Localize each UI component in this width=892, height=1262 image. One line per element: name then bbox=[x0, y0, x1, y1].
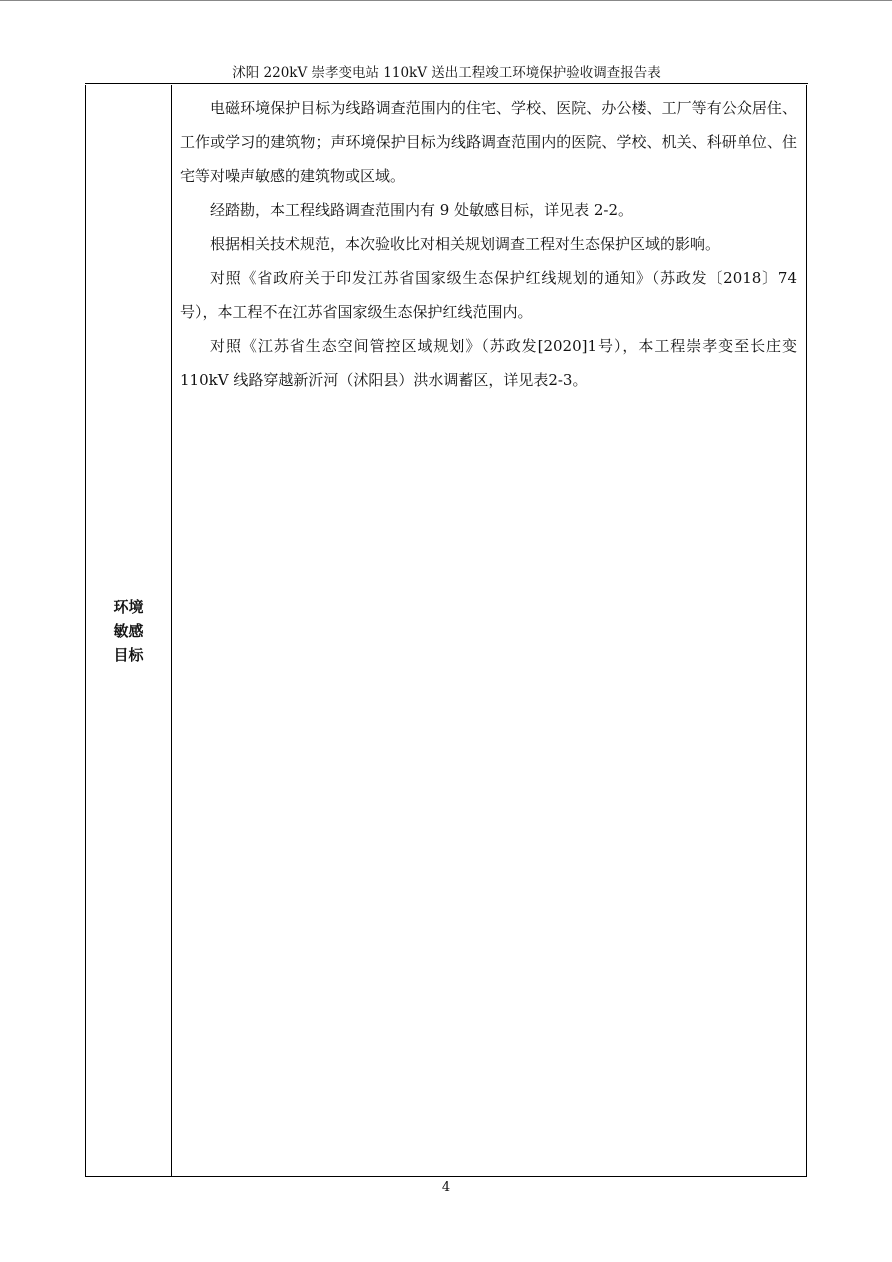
paragraph-redline-plan: 对照《省政府关于印发江苏省国家级生态保护红线规划的通知》（苏政发〔2018〕74 号），本工程不在江苏省国家级生态保护红线范围内。 bbox=[180, 269, 797, 321]
header-rule bbox=[85, 83, 808, 84]
section-label-line: 敏感 bbox=[113, 621, 144, 640]
paragraph-ecological-space: 对照《江苏省生态空间管控区域规划》（苏政发[2020]1号），本工程崇孝变至长庄变 110kV 线路穿越新沂河（沭阳县）洪水调蓄区，详见表2-3。 bbox=[180, 337, 797, 389]
page-number: 4 bbox=[441, 1180, 451, 1195]
paragraph-technical-spec: 根据相关技术规范，本次验收比对相关规划调查工程对生态保护区域的影响。 bbox=[210, 235, 721, 253]
paragraph-protection-targets: 电磁环境保护目标为线路调查范围内的住宅、学校、医院、办公楼、工厂等有公众居住、工作或学习的建筑物；声环境保护目标为线路调查范围内的医院、学校、机关、科研单位、住宅等对噪声敏感的建筑物或区域。 bbox=[180, 99, 797, 185]
report-header-title: 沭阳 220kV 崇孝变电站 110kV 送出工程竣工环境保护验收调查报告表 bbox=[232, 65, 661, 81]
column-divider bbox=[171, 85, 172, 1176]
top-edge-rule bbox=[0, 0, 892, 1]
section-label bbox=[109, 595, 149, 667]
section-label-cell bbox=[86, 85, 171, 1176]
form-table bbox=[85, 85, 807, 1177]
paragraph-sensitive-count: 经踏勘，本工程线路调查范围内有 9 处敏感目标，详见表 2-2。 bbox=[210, 201, 634, 219]
section-content-cell bbox=[180, 91, 797, 397]
section-label-line: 目标 bbox=[113, 645, 144, 664]
section-label-line: 环境 bbox=[113, 597, 144, 616]
